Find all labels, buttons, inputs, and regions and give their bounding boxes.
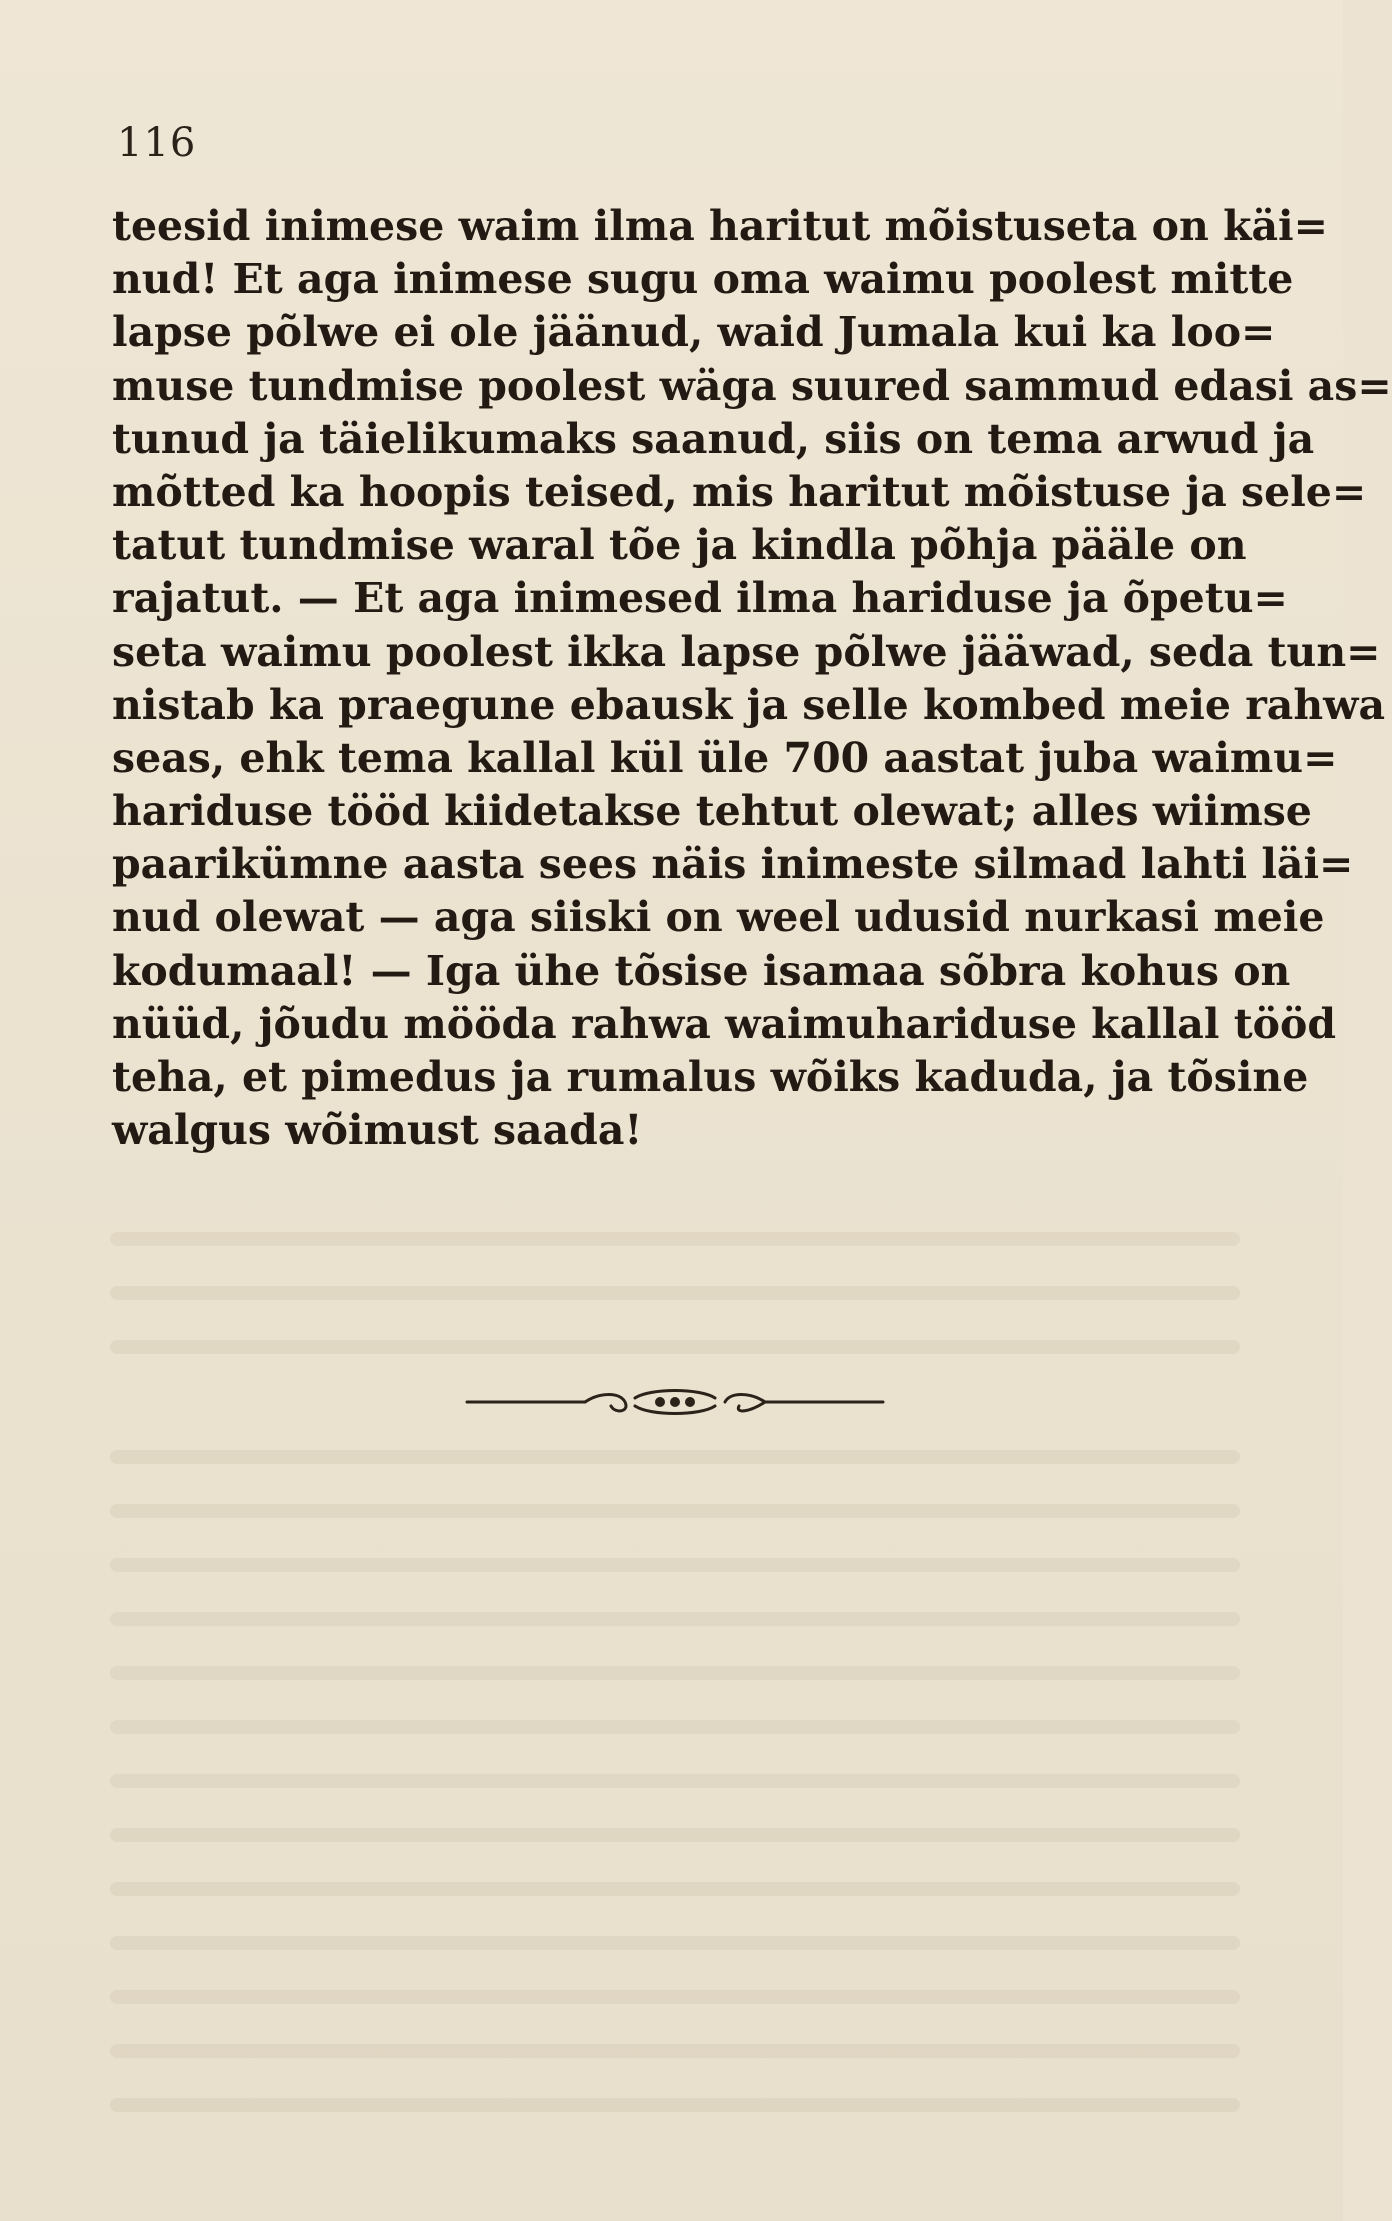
bleed-through-line bbox=[110, 1882, 1240, 1896]
text-line: walgus wõimust saada! bbox=[112, 1106, 643, 1155]
bleed-through-line bbox=[110, 1828, 1240, 1842]
text-line: teesid inimese waim ilma haritut mõistuseta on käi= bbox=[112, 202, 1328, 250]
section-divider-ornament-icon bbox=[465, 1380, 885, 1424]
text-line: tatut tundmise waral tõe ja kindla põhja pääle on bbox=[112, 521, 1247, 570]
text-line: nud olewat — aga siiski on weel udusid nurkasi meie bbox=[112, 893, 1325, 942]
page-number: 116 bbox=[117, 120, 197, 166]
text-line: teha, et pimedus ja rumalus wõiks kaduda, ja tõsine bbox=[112, 1053, 1309, 1101]
bleed-through-line bbox=[110, 1558, 1240, 1572]
text-line: kodumaal! — Iga ühe tõsise isamaa sõbra kohus on bbox=[112, 946, 1291, 995]
text-line: muse tundmise poolest wäga suured sammud edasi as= bbox=[112, 361, 1392, 410]
bleed-through-line bbox=[110, 1450, 1240, 1464]
bleed-through-line bbox=[110, 1936, 1240, 1950]
text-line: seas, ehk tema kallal kül üle 700 aastat juba waimu= bbox=[112, 733, 1338, 782]
text-line: lapse põlwe ei ole jäänud, waid Jumala kui ka loo= bbox=[112, 308, 1276, 357]
text-line: hariduse tööd kiidetakse tehtut olewat; alles wiimse bbox=[112, 787, 1312, 836]
bleed-through-line bbox=[110, 1990, 1240, 2004]
text-line: nistab ka praegune ebausk ja selle kombed meie rahwa bbox=[112, 680, 1386, 729]
bleed-through-line bbox=[110, 1612, 1240, 1626]
bleed-through-line bbox=[110, 1774, 1240, 1788]
text-line: nüüd, jõudu mööda rahwa waimuhariduse kallal tööd bbox=[112, 999, 1337, 1048]
bleed-through-line bbox=[110, 1340, 1240, 1354]
text-line: seta waimu poolest ikka lapse põlwe jääwad, seda tun= bbox=[112, 627, 1381, 676]
bleed-through-line bbox=[110, 1720, 1240, 1734]
bleed-through-line bbox=[110, 1232, 1240, 1246]
text-line: tunud ja täielikumaks saanud, siis on tema arwud ja bbox=[112, 414, 1315, 463]
bleed-through-line bbox=[110, 1504, 1240, 1518]
body-text bbox=[112, 200, 1392, 1157]
bleed-through-line bbox=[110, 2044, 1240, 2058]
bleed-through-line bbox=[110, 2098, 1240, 2112]
text-line: nud! Et aga inimese sugu oma waimu poolest mitte bbox=[112, 255, 1294, 304]
bleed-through-line bbox=[110, 1286, 1240, 1300]
bleed-through-line bbox=[110, 1666, 1240, 1680]
text-line: mõtted ka hoopis teised, mis haritut mõistuse ja sele= bbox=[112, 467, 1367, 516]
text-line: rajatut. — Et aga inimesed ilma hariduse ja õpetu= bbox=[112, 574, 1288, 623]
text-line: paarikümne aasta sees näis inimeste silmad lahti läi= bbox=[112, 840, 1354, 889]
